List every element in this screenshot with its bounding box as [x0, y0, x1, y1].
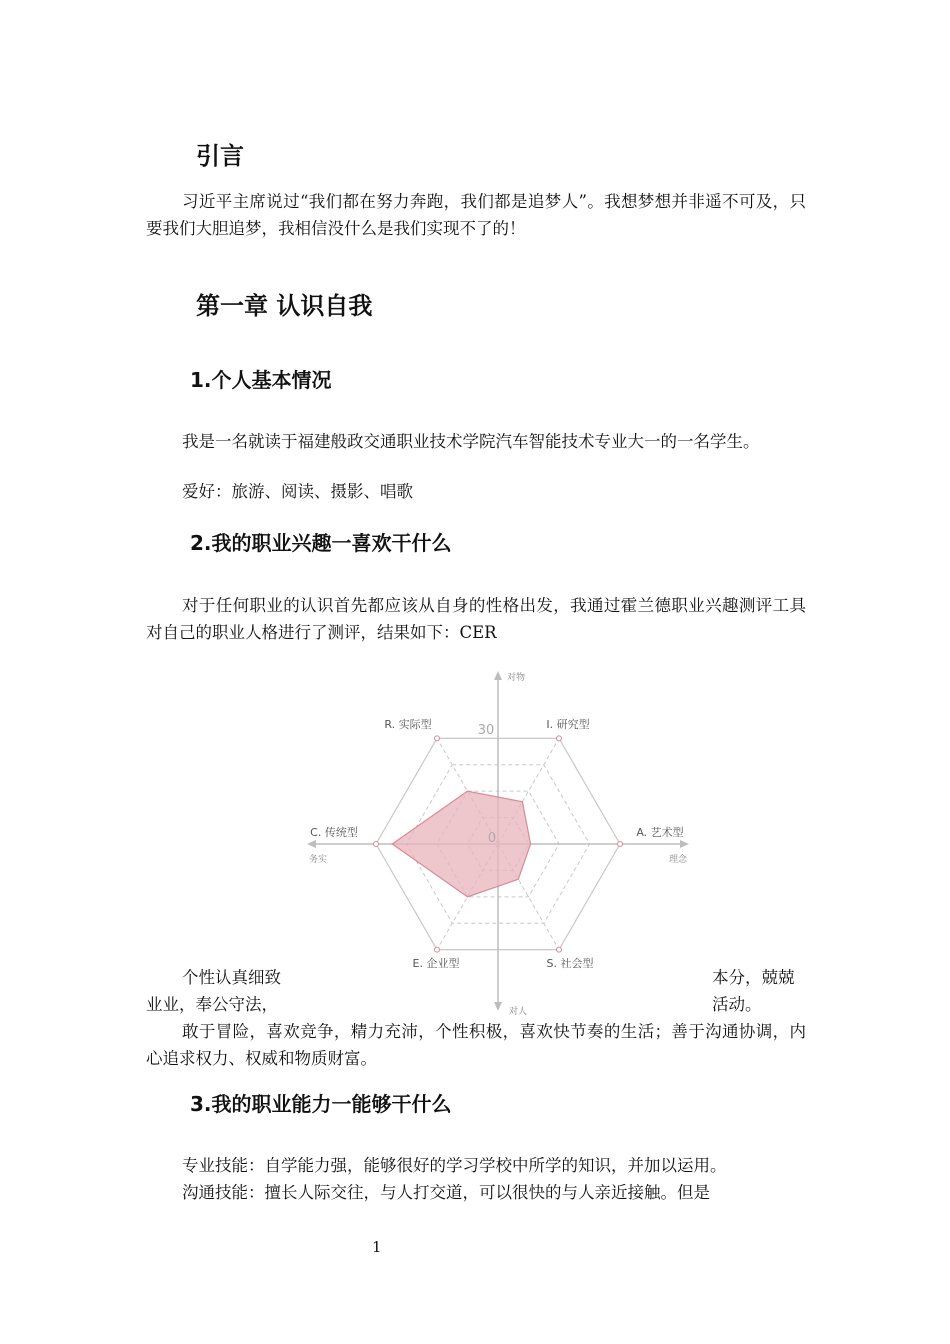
- vertex-dot-4: [435, 947, 440, 952]
- vertex-dot-0: [435, 736, 440, 741]
- direction-label-bottom: 对人: [508, 1007, 528, 1017]
- axis-label-4: E. 企业型: [412, 957, 460, 970]
- chapter-heading: 第一章 认识自我: [196, 292, 373, 320]
- personality-c2-left: 业业，奉公守法，: [146, 995, 278, 1014]
- direction-label-top: 对物: [506, 673, 526, 683]
- section2-heading: 2.我的职业兴趣一喜欢干什么: [190, 531, 452, 555]
- axis-label-5: C. 传统型: [310, 826, 358, 839]
- hobbies-line: 爱好：旅游、阅读、摄影、唱歌: [182, 482, 413, 501]
- skill-professional: 专业技能：自学能力强，能够很好的学习学校中所学的知识，并加以运用。: [182, 1156, 727, 1175]
- personality-c-right: 本分，兢兢: [712, 968, 795, 987]
- axis-label-2: A. 艺术型: [636, 826, 684, 839]
- vertex-dot-5: [374, 842, 379, 847]
- personality-c-left: 个性认真细致: [182, 968, 281, 987]
- direction-label-right: 理念: [668, 855, 688, 865]
- page-number: 1: [372, 1238, 382, 1256]
- tick-label-zero: 0: [487, 831, 497, 846]
- section3-heading: 3.我的职业能力一能够干什么: [190, 1092, 452, 1116]
- direction-label-left: 务实: [308, 855, 328, 865]
- intro-heading: 引言: [196, 142, 244, 170]
- vertex-dot-1: [557, 736, 562, 741]
- section1-paragraph: 我是一名就读于福建般政交通职业技术学院汽车智能技术专业大一的一名学生。: [182, 432, 760, 451]
- axis-label-1: I. 研究型: [546, 718, 590, 731]
- section1-heading: 1.个人基本情况: [190, 368, 332, 392]
- axis-label-0: R. 实际型: [384, 718, 432, 731]
- personality-c2-right: 活动。: [712, 995, 762, 1014]
- intro-paragraph: 习近平主席说过“我们都在努力奔跑，我们都是追梦人”。我想梦想并非遥不可及，只要我们大胆追梦，我相信没什么是我们实现不了的！: [146, 192, 806, 238]
- holland-radar-chart: [296, 660, 696, 1020]
- vertex-dot-2: [618, 842, 623, 847]
- personality-e-paragraph: 敢于冒险，喜欢竞争，精力充沛，个性积极，喜欢快节奏的生活；善于沟通协调，内心追求权力、权威和物质财富。: [146, 1022, 806, 1068]
- tick-label-max: 30: [477, 723, 495, 738]
- skill-communication: 沟通技能：擅长人际交往，与人打交道，可以很快的与人亲近接触。但是: [182, 1183, 710, 1202]
- axis-label-3: S. 社会型: [546, 957, 594, 970]
- vertex-dot-3: [557, 947, 562, 952]
- section2-paragraph: 对于任何职业的认识首先都应该从自身的性格出发，我通过霍兰德职业兴趣测评工具对自己的职业人格进行了测评，结果如下：CER: [146, 596, 806, 642]
